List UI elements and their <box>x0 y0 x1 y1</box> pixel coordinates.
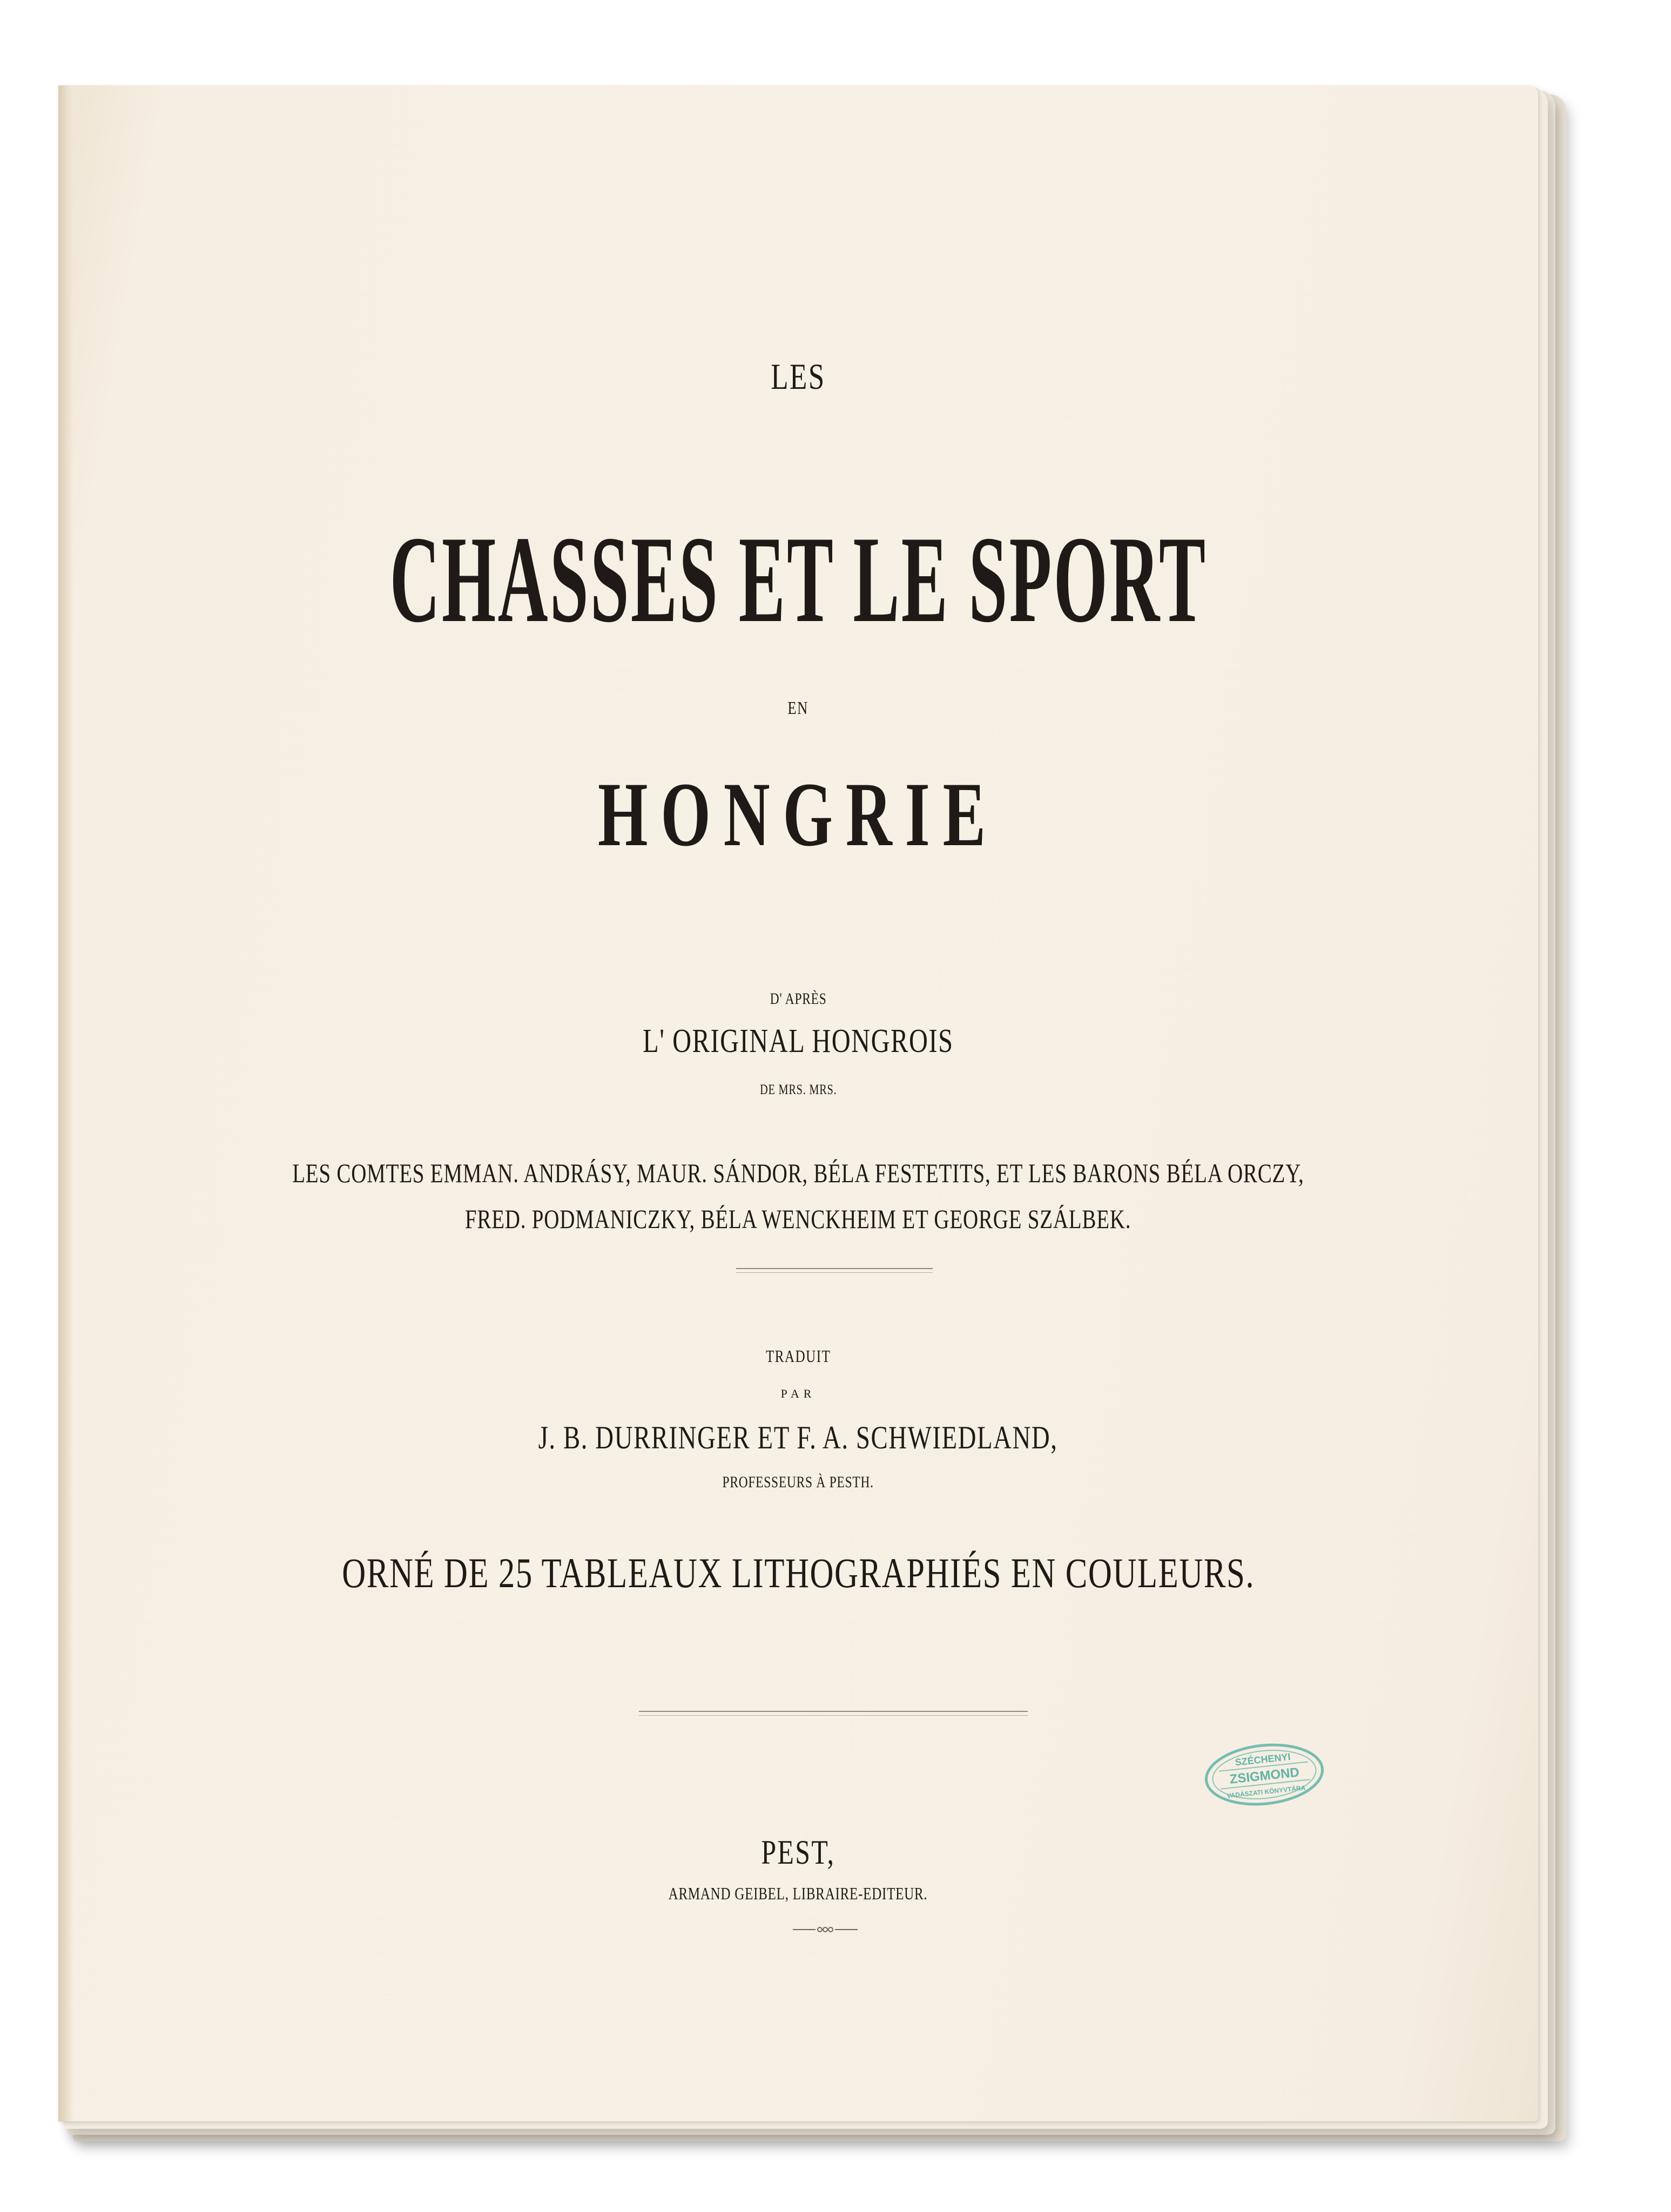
fleuron-ornament <box>793 1926 858 1933</box>
title-les: LES <box>771 356 826 397</box>
authors-line-2: FRED. PODMANICZKY, BÉLA WENCKHEIM ET GEORGE SZÁLBEK. <box>465 1204 1131 1234</box>
d-apres-text: D' APRÈS <box>770 990 827 1008</box>
ornamental-rule-top <box>736 1268 933 1273</box>
country-title: HONGRIE <box>598 764 999 865</box>
stamp-line-2: ZSIGMOND <box>1229 1765 1300 1787</box>
original-hongrois-text: L' ORIGINAL HONGROIS <box>643 1023 954 1060</box>
traduit-text: TRADUIT <box>765 1346 831 1366</box>
title-en: EN <box>787 698 809 718</box>
translators-text: J. B. DURRINGER ET F. A. SCHWIEDLAND, <box>538 1420 1058 1455</box>
stamp-line-3: VADÁSZATI KÖNYVTÁRA <box>1226 1784 1306 1800</box>
ornamental-rule-bottom <box>639 1711 1028 1716</box>
translators-role-text: PROFESSEURS À PESTH. <box>722 1473 874 1491</box>
place-text: PEST, <box>761 1833 836 1871</box>
de-mrs-text: DE MRS. MRS. <box>759 1082 837 1097</box>
publisher-text: ARMAND GEIBEL, LIBRAIRE-EDITEUR. <box>669 1884 928 1903</box>
main-title: CHASSES ET LE SPORT <box>389 510 1207 648</box>
library-stamp <box>1200 1736 1328 1813</box>
stamp-line-1: SZÉCHENYI <box>1234 1751 1291 1768</box>
par-text: PAR <box>780 1387 816 1400</box>
title-page <box>58 85 1538 2121</box>
illustrations-note: ORNÉ DE 25 TABLEAUX LITHOGRAPHIÉS EN COULEURS. <box>342 1549 1255 1596</box>
authors-line-1: LES COMTES EMMAN. ANDRÁSY, MAUR. SÁNDOR, BÉLA FESTETITS, ET LES BARONS BÉLA ORCZY, <box>292 1158 1304 1188</box>
